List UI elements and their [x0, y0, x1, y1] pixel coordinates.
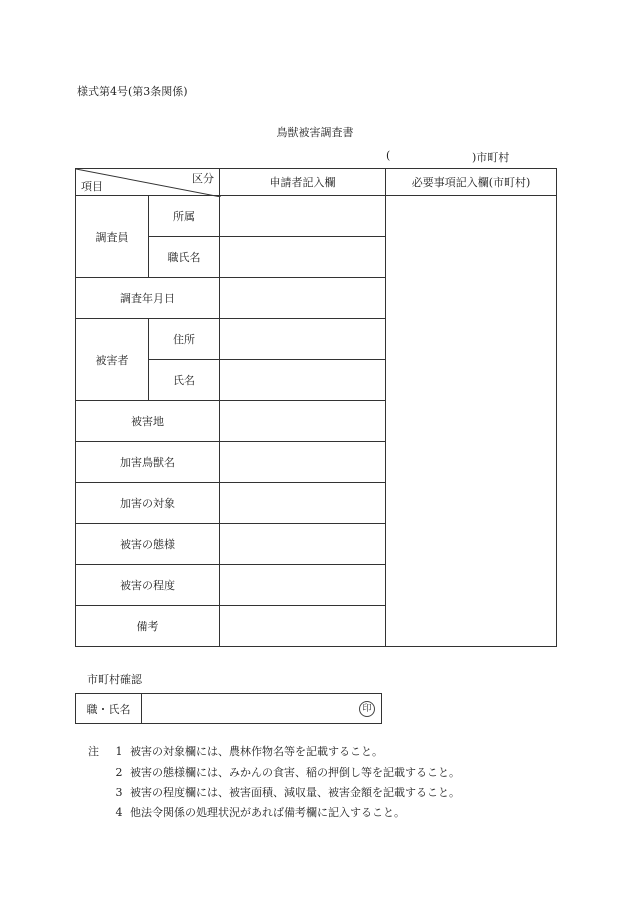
input-remarks[interactable] [220, 606, 386, 647]
note-item-1 [88, 743, 383, 759]
input-damage-mode[interactable] [220, 524, 386, 565]
row-damage-target: 加害の対象 [76, 483, 220, 524]
confirm-input[interactable] [142, 694, 382, 724]
header-diagonal-cell [76, 169, 220, 196]
row-damage-site: 被害地 [76, 401, 220, 442]
form-number: 様式第4号(第3条関係) [77, 85, 188, 98]
note-text: 被害の程度欄には、被害面積、減収量、被害金額を記載すること。 [130, 786, 460, 799]
row-damage-mode: 被害の態様 [76, 524, 220, 565]
input-address[interactable] [220, 319, 386, 360]
row-affiliation: 所属 [149, 196, 220, 237]
header-required-column: 必要事項記入欄(市町村) [386, 169, 557, 196]
document-title: 鳥獣被害調査書 [276, 126, 354, 139]
input-position-name[interactable] [220, 237, 386, 278]
note-text: 被害の態様欄には、みかんの食害、稲の押倒し等を記載すること。 [130, 766, 460, 779]
note-item-2 [108, 764, 460, 780]
note-text: 被害の対象欄には、農林作物名等を記載すること。 [130, 745, 383, 758]
row-remarks: 備考 [76, 606, 220, 647]
survey-table [75, 168, 557, 647]
input-damage-degree[interactable] [220, 565, 386, 606]
row-survey-date: 調査年月日 [76, 278, 220, 319]
row-animal-name: 加害鳥獣名 [76, 442, 220, 483]
input-survey-date[interactable] [220, 278, 386, 319]
input-damage-target[interactable] [220, 483, 386, 524]
note-number: 2 [115, 766, 123, 779]
note-number: 3 [115, 786, 123, 799]
confirm-title: 市町村確認 [87, 673, 142, 686]
header-komoku: 項目 [81, 180, 103, 193]
header-applicant-column: 申請者記入欄 [220, 169, 386, 196]
input-name[interactable] [220, 360, 386, 401]
municipality-label: )市町村 [472, 151, 510, 164]
notes-prefix: 注 [88, 745, 99, 758]
row-victim: 被害者 [76, 319, 149, 401]
note-number: 1 [115, 745, 123, 758]
confirm-table [75, 693, 382, 724]
row-address: 住所 [149, 319, 220, 360]
header-kubun: 区分 [192, 172, 214, 185]
note-item-4 [108, 804, 405, 820]
row-damage-degree: 被害の程度 [76, 565, 220, 606]
input-animal-name[interactable] [220, 442, 386, 483]
input-damage-site[interactable] [220, 401, 386, 442]
note-number: 4 [115, 806, 123, 819]
note-text: 他法令関係の処理状況があれば備考欄に記入すること。 [130, 806, 405, 819]
row-investigator: 調査員 [76, 196, 149, 278]
seal-icon: 印 [359, 701, 375, 717]
note-item-3 [108, 784, 460, 800]
row-position-name: 職氏名 [149, 237, 220, 278]
input-affiliation[interactable] [220, 196, 386, 237]
municipality-open-paren: ( [386, 149, 391, 162]
row-name: 氏名 [149, 360, 220, 401]
confirm-label: 職・氏名 [76, 694, 142, 724]
required-items-area[interactable] [386, 196, 557, 647]
